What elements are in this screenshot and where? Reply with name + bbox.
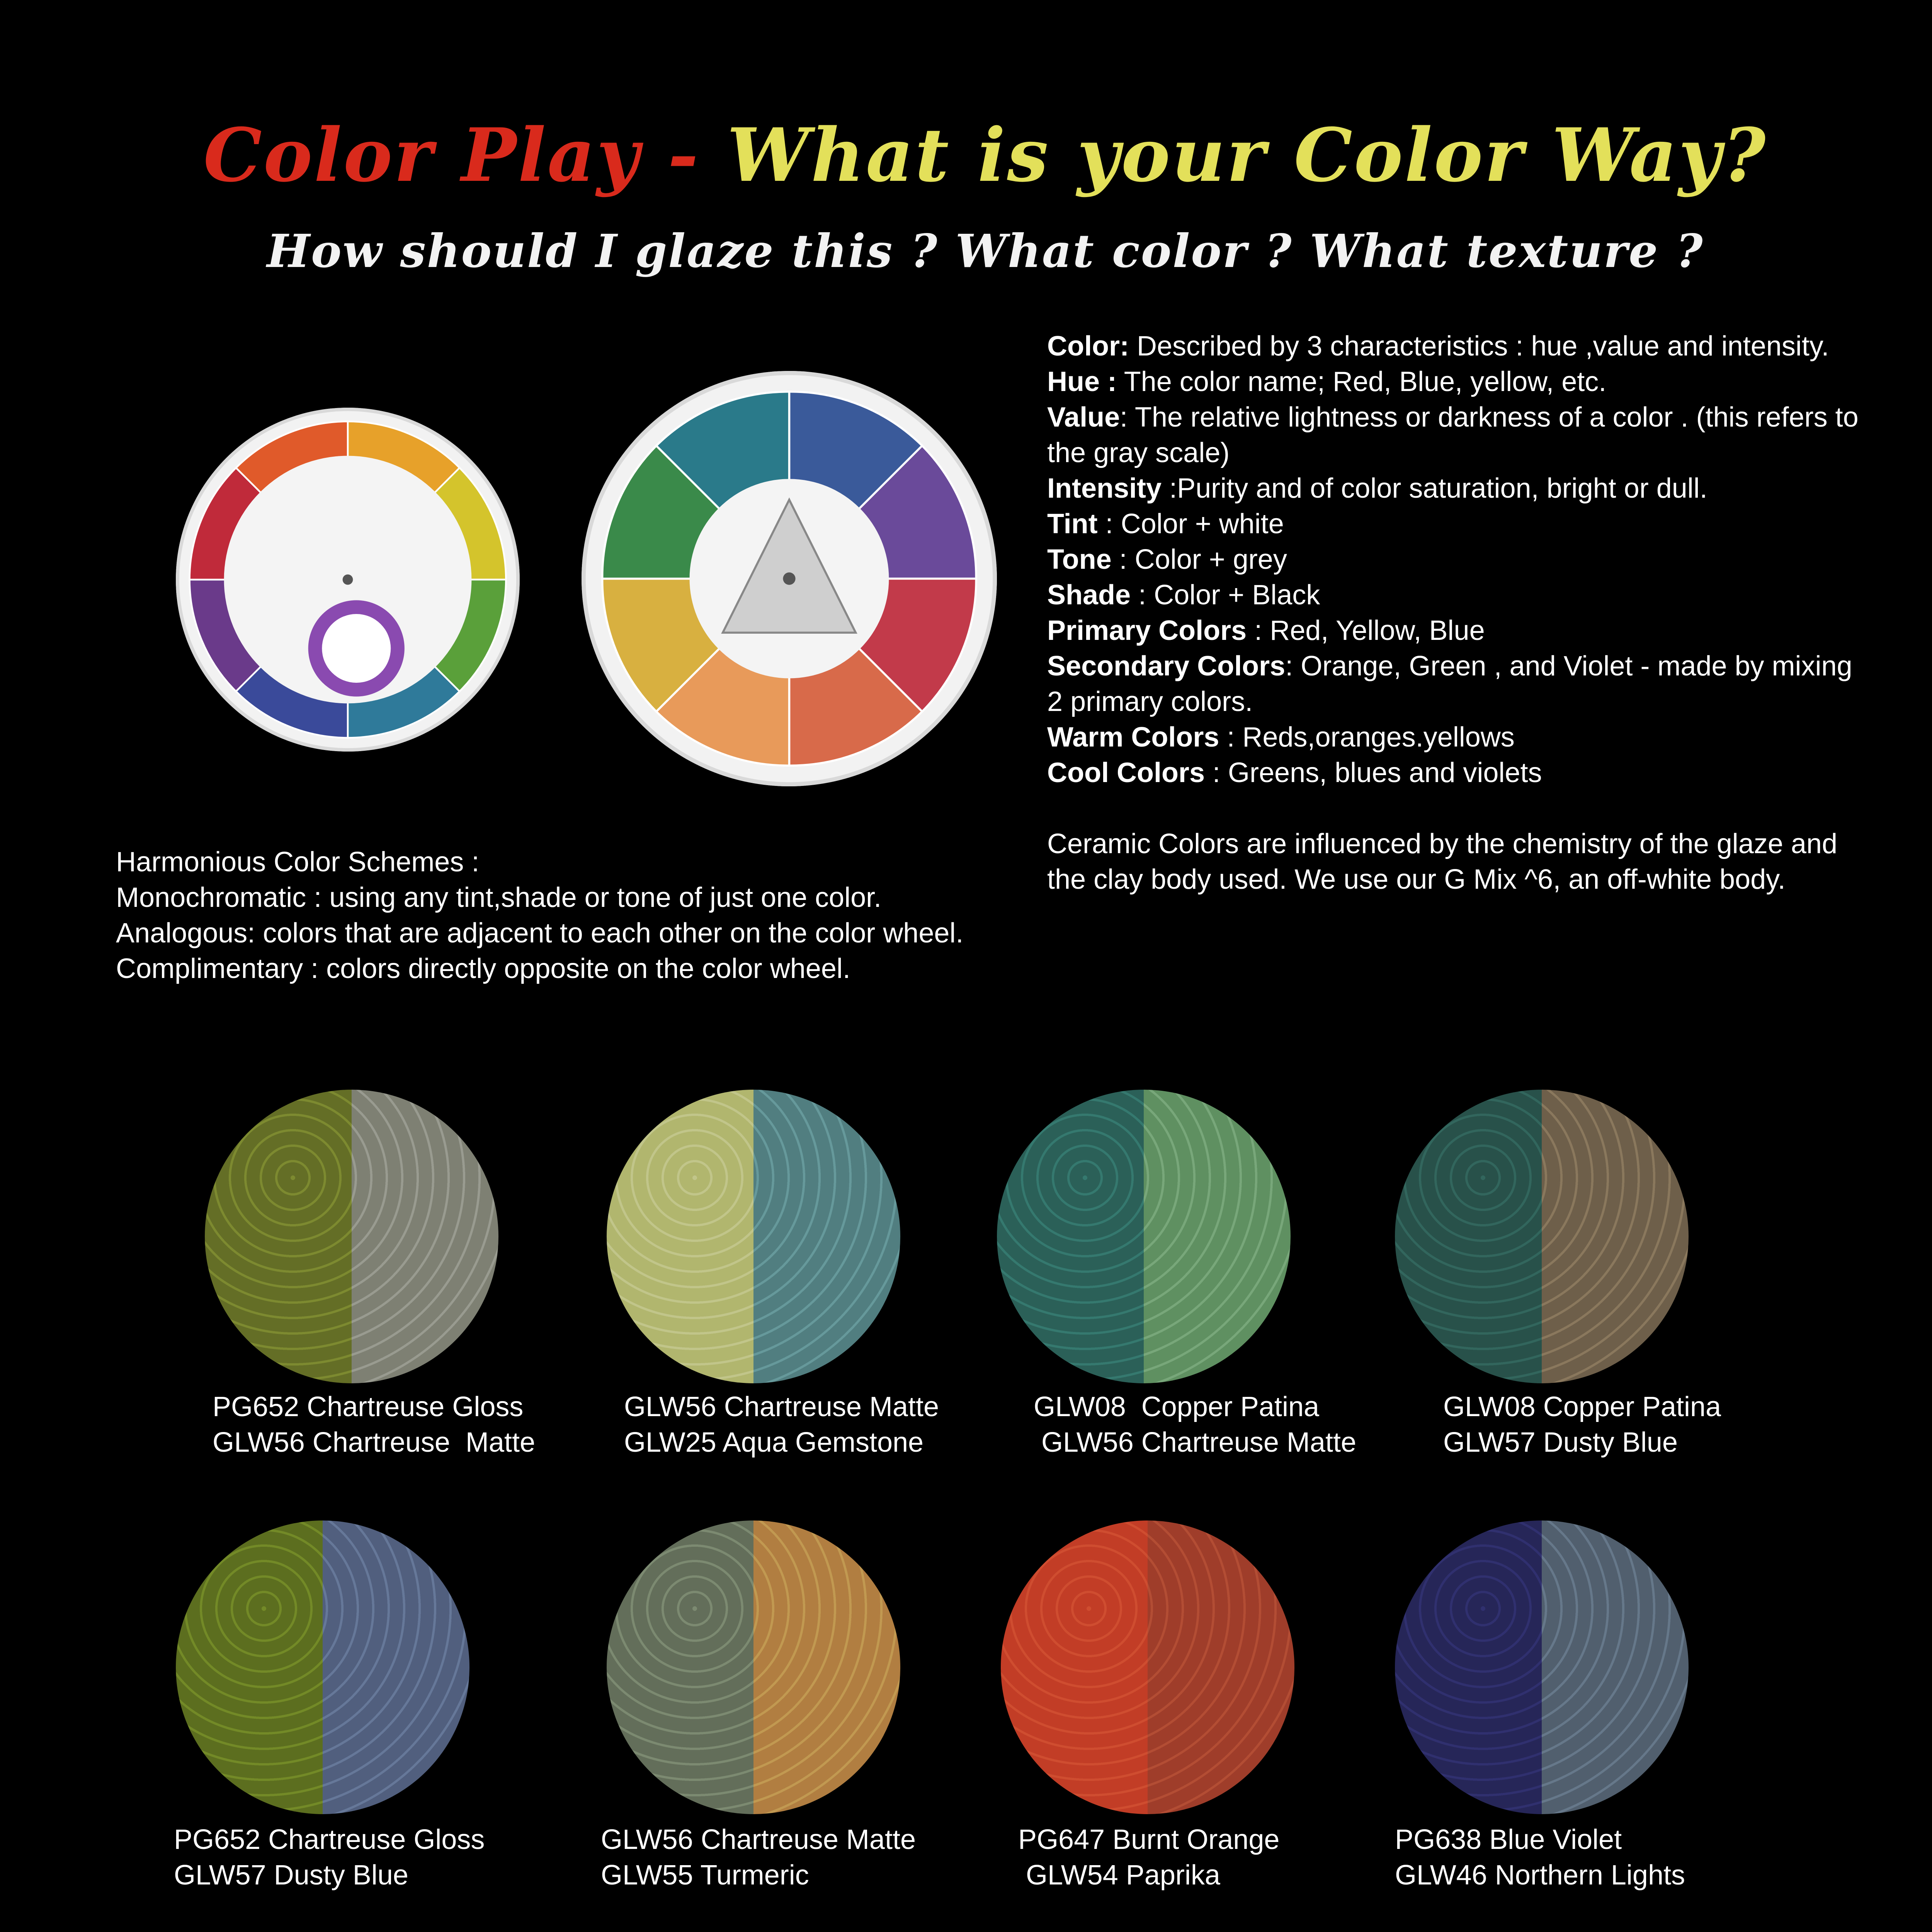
- definition-item: [1047, 364, 1859, 400]
- glaze-caption-line2: GLW57 Dusty Blue: [1443, 1427, 1678, 1458]
- glaze-tile-image: [1395, 1520, 1689, 1814]
- definition-term: Primary Colors: [1047, 615, 1247, 646]
- glaze-texture: [607, 1520, 900, 1814]
- glaze-caption: [624, 1389, 939, 1460]
- definition-term: Tint: [1047, 509, 1098, 539]
- definition-text: The color name; Red, Blue, yellow, etc.: [1117, 366, 1607, 397]
- glaze-texture: [1395, 1520, 1689, 1814]
- definition-text: : Greens, blues and violets: [1205, 757, 1542, 788]
- glaze-caption-line1: PG652 Chartreuse Gloss: [213, 1391, 524, 1422]
- glaze-tile-image: [607, 1090, 900, 1383]
- spacer: [1047, 791, 1859, 826]
- definition-item: [1047, 648, 1859, 719]
- color-relationships-wheel-image: [582, 371, 997, 786]
- glaze-caption: [174, 1822, 485, 1893]
- glaze-tile-image: [176, 1520, 469, 1814]
- title-part-red: Color Play -: [203, 112, 727, 198]
- page-title: [0, 112, 1932, 198]
- definition-term: Cool Colors: [1047, 757, 1205, 788]
- title-part-yellow: What is your Color Way?: [727, 112, 1767, 198]
- definition-term: Warm Colors: [1047, 722, 1219, 753]
- glaze-tile-image: [205, 1090, 498, 1383]
- glaze-tile-image: [1001, 1520, 1294, 1814]
- glaze-caption-line2: GLW25 Aqua Gemstone: [624, 1427, 924, 1458]
- harmonious-line: Monochromatic : using any tint,shade or tone of just one color.: [116, 882, 882, 913]
- glaze-texture: [997, 1090, 1291, 1383]
- glaze-caption-line1: GLW08 Copper Patina: [1443, 1391, 1721, 1422]
- definition-text: : Color + grey: [1111, 544, 1287, 575]
- glaze-caption-line1: GLW56 Chartreuse Matte: [601, 1824, 916, 1855]
- definition-text: Described by 3 characteristics : hue ,value and intensity.: [1129, 331, 1829, 362]
- glaze-caption: [213, 1389, 535, 1460]
- glaze-caption: [1395, 1822, 1685, 1893]
- glaze-texture: [1395, 1090, 1689, 1383]
- color-definitions: [1047, 328, 1859, 897]
- ceramic-note: Ceramic Colors are influenced by the chemistry of the glaze and the clay body used. We use our G Mix ^6, an off-white body.: [1047, 828, 1838, 895]
- glaze-caption-line2: GLW54 Paprika: [1018, 1860, 1220, 1891]
- definition-item: [1047, 400, 1859, 471]
- glaze-caption: [1443, 1389, 1721, 1460]
- harmonious-heading: Harmonious Color Schemes :: [116, 847, 480, 878]
- glaze-tile-image: [607, 1520, 900, 1814]
- definition-text: : Orange, Green , and Violet - made by mixing 2 primary colors.: [1047, 651, 1852, 717]
- glaze-caption-line2: GLW56 Chartreuse Matte: [1034, 1427, 1356, 1458]
- definition-item: [1047, 613, 1859, 648]
- glaze-texture: [176, 1520, 469, 1814]
- definition-text: : Red, Yellow, Blue: [1247, 615, 1485, 646]
- pocket-color-wheel-image: [176, 408, 520, 752]
- definition-item: [1047, 577, 1859, 613]
- glaze-caption-line1: GLW56 Chartreuse Matte: [624, 1391, 939, 1422]
- definition-text: : The relative lightness or darkness of a color . (this refers to the gray scale): [1047, 402, 1859, 468]
- definition-text: : Color + Black: [1131, 580, 1320, 611]
- definition-item: [1047, 471, 1859, 506]
- definition-term: Intensity: [1047, 473, 1162, 504]
- definition-text: : Color + white: [1097, 509, 1284, 539]
- definition-text: : Reds,oranges.yellows: [1219, 722, 1515, 753]
- harmonious-color-schemes: [116, 844, 1036, 986]
- glaze-texture: [1001, 1520, 1294, 1814]
- definition-term: Hue :: [1047, 366, 1117, 397]
- definition-item: [1047, 542, 1859, 577]
- glaze-caption: [1034, 1389, 1356, 1460]
- definition-term: Color:: [1047, 331, 1129, 362]
- glaze-caption-line2: GLW56 Chartreuse Matte: [213, 1427, 535, 1458]
- harmonious-line: Complimentary : colors directly opposite on the color wheel.: [116, 953, 850, 984]
- definition-item: [1047, 328, 1859, 364]
- definition-item: [1047, 755, 1859, 791]
- glaze-caption-line1: PG638 Blue Violet: [1395, 1824, 1622, 1855]
- glaze-caption-line1: PG647 Burnt Orange: [1018, 1824, 1280, 1855]
- definition-term: Shade: [1047, 580, 1131, 611]
- glaze-texture: [205, 1090, 498, 1383]
- glaze-texture: [607, 1090, 900, 1383]
- glaze-caption: [601, 1822, 916, 1893]
- harmonious-line: Analogous: colors that are adjacent to each other on the color wheel.: [116, 918, 964, 949]
- glaze-caption-line2: GLW55 Turmeric: [601, 1860, 809, 1891]
- glaze-caption-line2: GLW46 Northern Lights: [1395, 1860, 1685, 1891]
- definition-text: :Purity and of color saturation, bright or dull.: [1162, 473, 1708, 504]
- glaze-caption-line1: GLW08 Copper Patina: [1034, 1391, 1320, 1422]
- glaze-tile-image: [1395, 1090, 1689, 1383]
- definition-item: [1047, 719, 1859, 755]
- glaze-caption: [1018, 1822, 1279, 1893]
- glaze-caption-line2: GLW57 Dusty Blue: [174, 1860, 408, 1891]
- page-subtitle: How should I glaze this ? What color ? What texture ?: [267, 224, 1704, 278]
- glaze-caption-line1: PG652 Chartreuse Gloss: [174, 1824, 485, 1855]
- glaze-tile-image: [997, 1090, 1291, 1383]
- definition-term: Value: [1047, 402, 1120, 433]
- definition-item: [1047, 506, 1859, 542]
- definition-term: Tone: [1047, 544, 1112, 575]
- definition-term: Secondary Colors: [1047, 651, 1286, 682]
